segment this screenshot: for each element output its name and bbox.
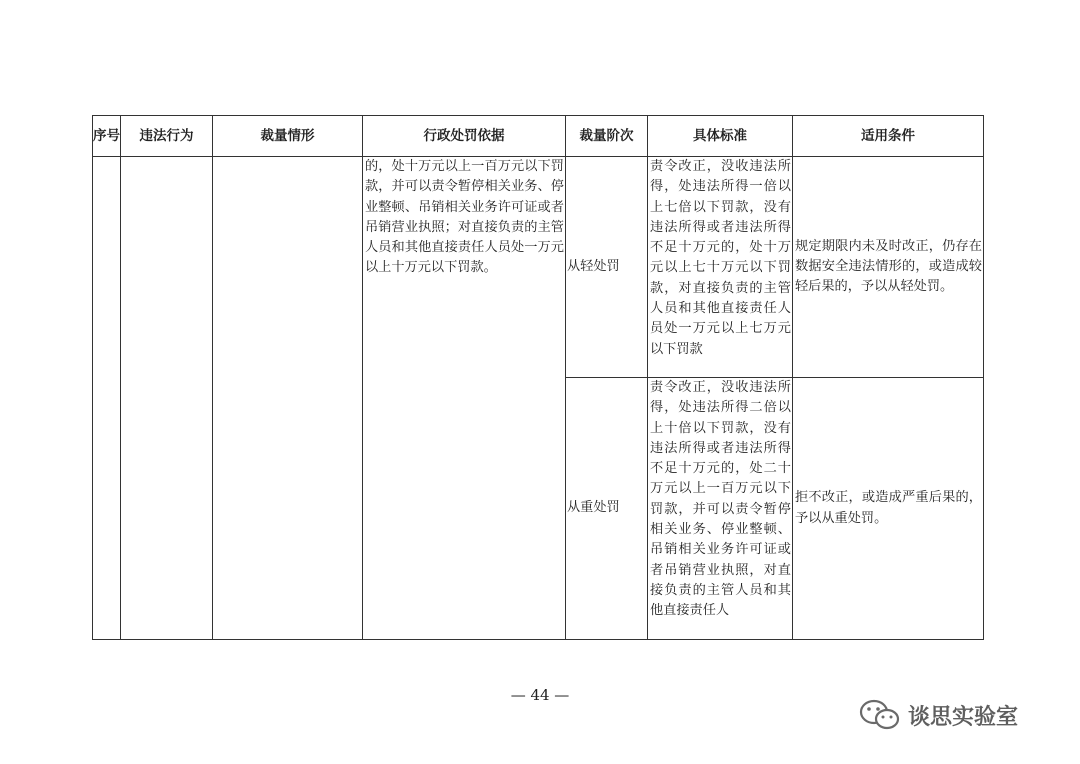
header-condition: 适用条件 bbox=[793, 116, 984, 157]
condition-cell-light bbox=[793, 157, 984, 378]
header-seq: 序号 bbox=[93, 116, 121, 157]
standard-text-heavy: 责令改正，没收违法所得，处违法所得二倍以上十倍以下罚款，没有违法所得或者违法所得不足十万元的，处二十万元以上一百万元以下罚款，并可以责令暂停相关业务、停业整顿、吊销相关业务许可证或者吊销营业执照，对直接负责的主管人员和其他直接责任人 bbox=[650, 380, 791, 619]
level-cell-light: 从轻处罚 bbox=[566, 157, 648, 378]
basis-text: 的，处十万元以上一百万元以下罚款，并可以责令暂停相关业务、停业整顿、吊销相关业务许可证或者吊销营业执照；对直接负责的主管人员和其他直接责任人员处一万元以上十万元以下罚款。 bbox=[365, 159, 564, 276]
basis-cell bbox=[363, 157, 566, 640]
condition-cell-heavy bbox=[793, 378, 984, 640]
seq-cell bbox=[93, 157, 121, 640]
header-violation: 违法行为 bbox=[121, 116, 213, 157]
standard-cell-heavy bbox=[648, 378, 793, 640]
header-circumstance: 裁量情形 bbox=[213, 116, 363, 157]
header-basis: 行政处罚依据 bbox=[363, 116, 566, 157]
standard-text-light: 责令改正，没收违法所得，处违法所得一倍以上七倍以下罚款，没有违法所得或者违法所得不足十万元的，处十万元以上七十万元以下罚款，对直接负责的主管人员和其他直接责任人员处一万元以上七万元以下罚款 bbox=[650, 159, 791, 357]
watermark bbox=[858, 698, 1018, 732]
violation-cell bbox=[121, 157, 213, 640]
wechat-icon bbox=[858, 698, 902, 732]
table-header-row bbox=[93, 116, 984, 157]
header-level: 裁量阶次 bbox=[566, 116, 648, 157]
header-standard: 具体标准 bbox=[648, 116, 793, 157]
level-cell-heavy: 从重处罚 bbox=[566, 378, 648, 640]
standard-cell-light bbox=[648, 157, 793, 378]
watermark-text: 谈思实验室 bbox=[908, 704, 1019, 730]
circumstance-cell bbox=[213, 157, 363, 640]
page-number: — 44 — bbox=[510, 686, 570, 704]
penalty-table bbox=[92, 115, 984, 640]
condition-text-heavy: 拒不改正，或造成严重后果的，予以从重处罚。 bbox=[795, 490, 982, 526]
table-row bbox=[93, 157, 984, 378]
condition-text-light: 规定期限内未及时改正，仍存在数据安全违法情形的，或造成较轻后果的，予以从轻处罚。 bbox=[795, 238, 982, 295]
